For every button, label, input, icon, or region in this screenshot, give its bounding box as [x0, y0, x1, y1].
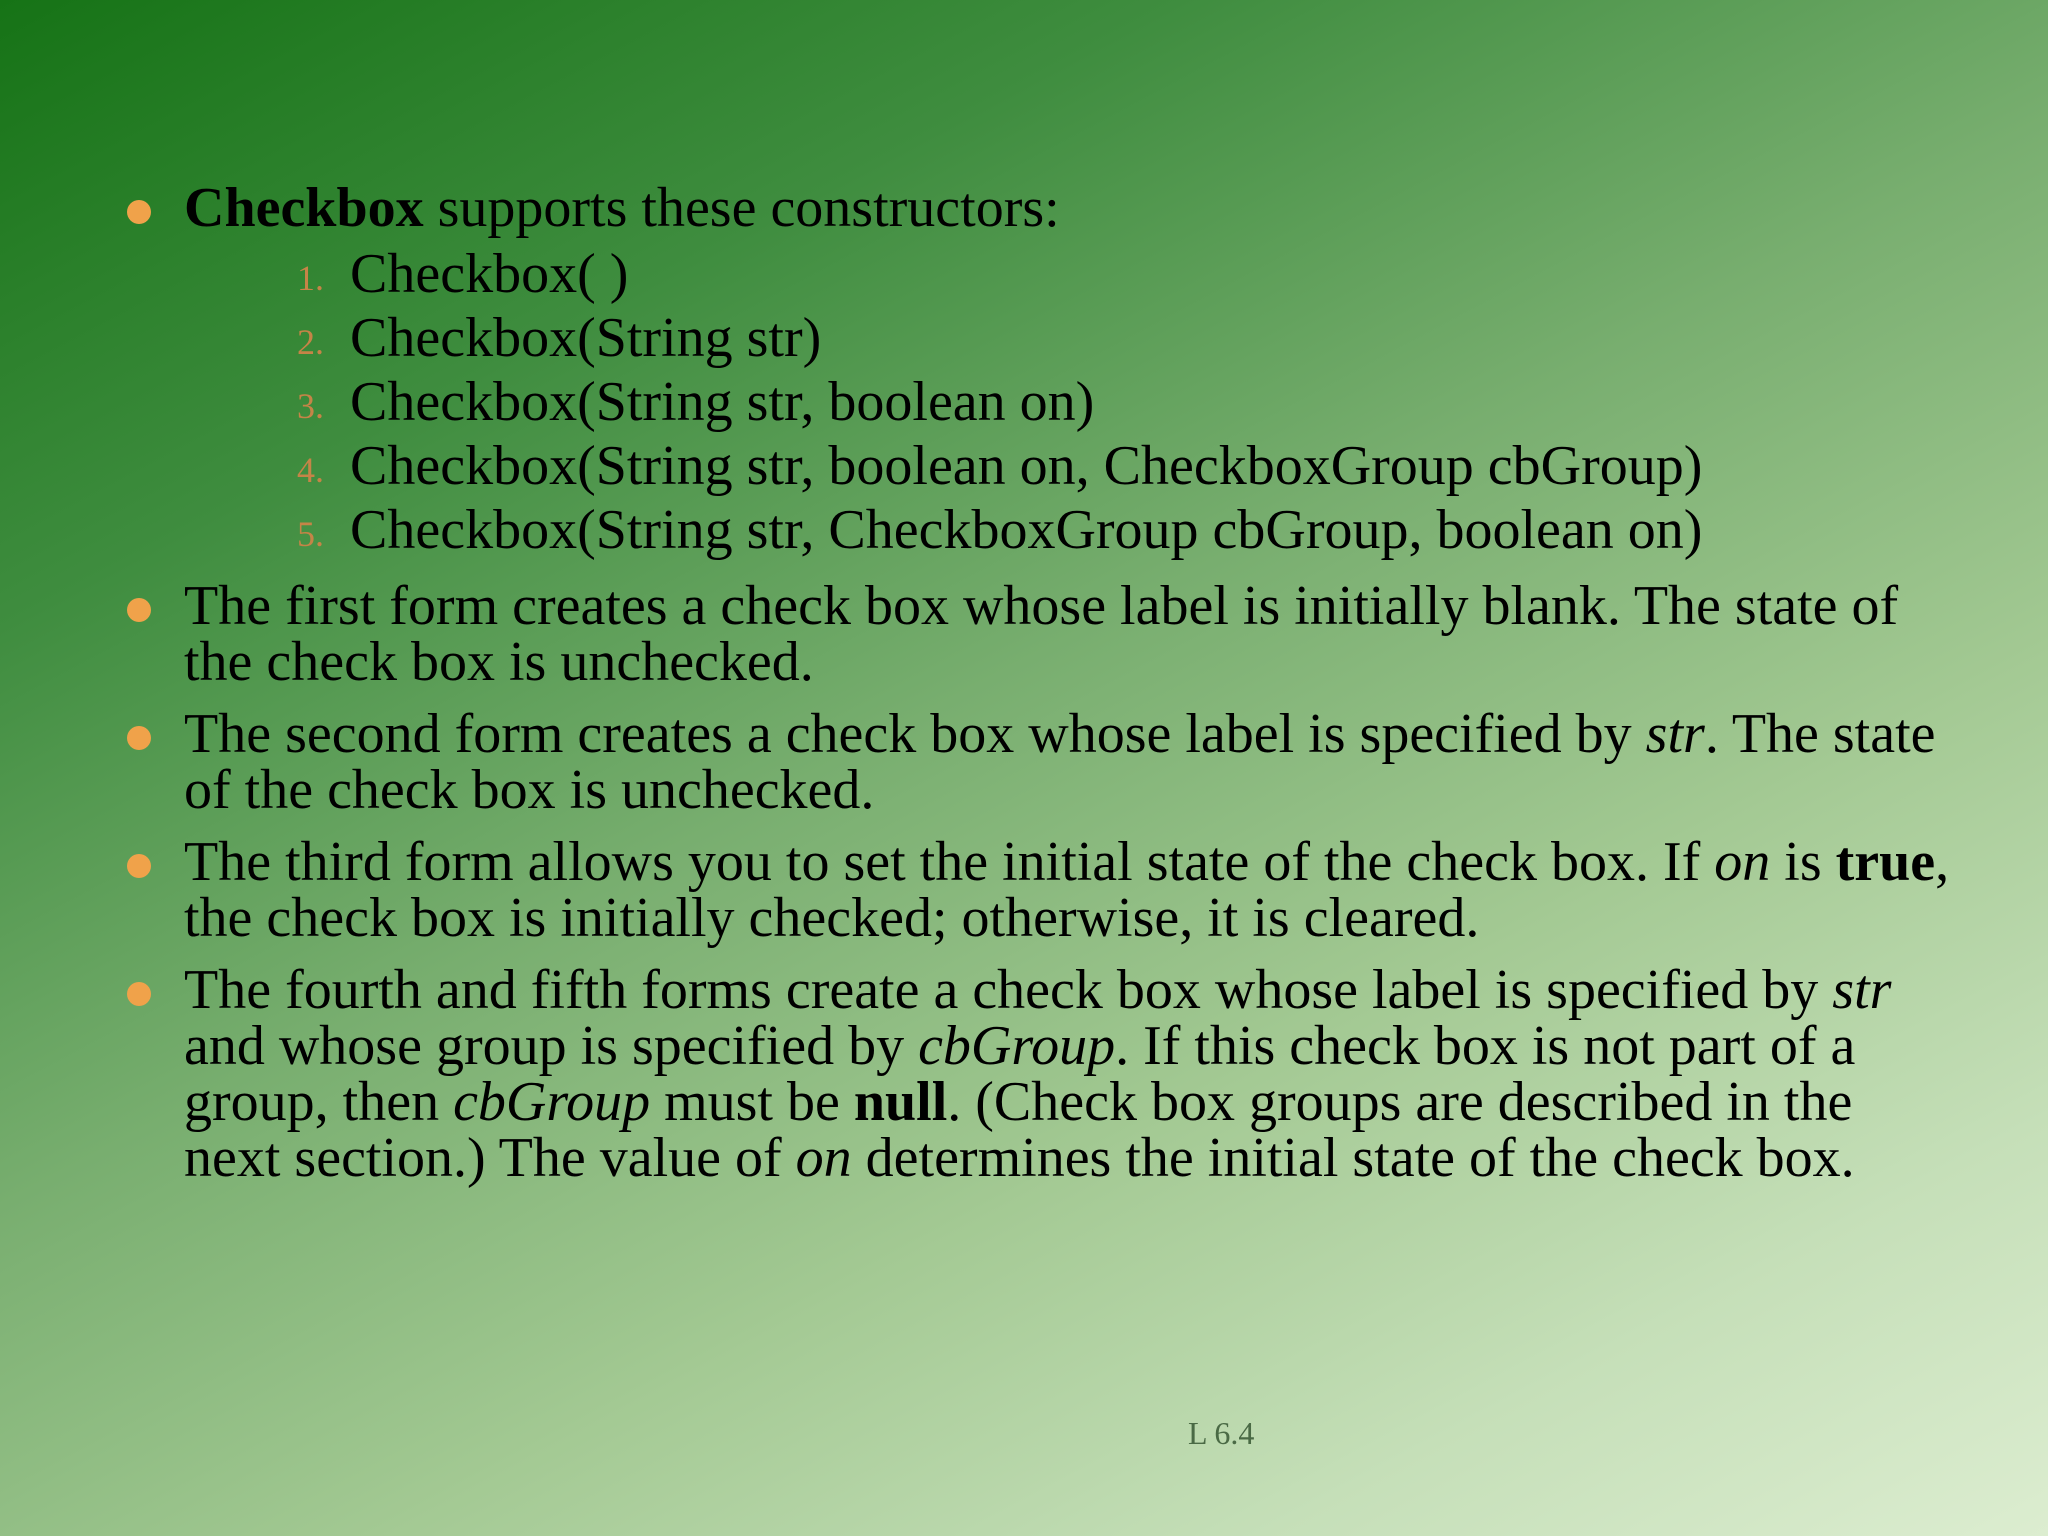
constructor-item — [184, 370, 1955, 434]
class-name: Checkbox — [184, 177, 424, 239]
bullet-dot — [127, 726, 151, 750]
text-run: must be — [650, 1071, 854, 1133]
text-run: and whose group is specified by — [184, 1015, 919, 1077]
list-number: 5. — [297, 514, 324, 554]
bullet-dot — [127, 200, 151, 224]
constructor-signature: Checkbox(String str, boolean on, CheckboxGroup cbGroup) — [350, 435, 1703, 497]
slide-number: L 6.4 — [1188, 1415, 1255, 1451]
text-run: . The state of the check box is unchecked. — [184, 703, 1936, 821]
bullet-text: The first form creates a check box whose label is initially blank. The state of the check box is unchecked. — [184, 575, 1899, 693]
text-run: The third form allows you to set the initial state of the check box. If — [184, 831, 1715, 893]
text-run: The second form creates a check box whose label is specified by — [184, 703, 1646, 765]
list-number: 2. — [297, 322, 324, 362]
text-run: . (Check box groups are described in the next section.) The value of — [184, 1071, 1853, 1189]
constructor-signature: Checkbox(String str, boolean on) — [350, 371, 1095, 433]
bullet-text-rest: supports these constructors: — [423, 177, 1060, 239]
constructor-signature: Checkbox(String str) — [350, 307, 822, 369]
text-run: . If this check box is not part of a group, then — [184, 1015, 1856, 1133]
bullet-third-form — [125, 831, 1955, 949]
text-run: is — [1770, 831, 1836, 893]
bullet-text — [184, 831, 1949, 949]
slide-content — [125, 177, 1955, 1202]
keyword: true — [1835, 831, 1936, 893]
bullet-constructors — [125, 177, 1955, 562]
list-number: 1. — [297, 258, 324, 298]
param-name: str — [1645, 703, 1705, 765]
bullet-second-form — [125, 703, 1955, 821]
list-number: 4. — [297, 450, 324, 490]
constructor-item — [184, 242, 1955, 306]
bullet-fourth-fifth-forms — [125, 959, 1955, 1189]
constructor-signature: Checkbox(String str, CheckboxGroup cbGroup, boolean on) — [350, 499, 1703, 561]
bullet-dot — [127, 854, 151, 878]
param-name: on — [1714, 831, 1771, 893]
constructor-list — [184, 242, 1955, 562]
bullet-text — [184, 703, 1936, 821]
text-run: The fourth and fifth forms create a check box whose label is specified by — [184, 959, 1833, 1021]
bullet-first-form — [125, 575, 1955, 693]
bullet-dot — [127, 598, 151, 622]
constructor-signature: Checkbox( ) — [350, 243, 629, 305]
text-run: , the check box is initially checked; otherwise, it is cleared. — [184, 831, 1950, 949]
text-run: determines the initial state of the check box. — [851, 1127, 1855, 1189]
bullet-dot — [127, 982, 151, 1006]
param-name: cbGroup — [918, 1015, 1116, 1077]
constructor-item — [184, 306, 1955, 370]
param-name: str — [1832, 959, 1892, 1021]
param-name: cbGroup — [453, 1071, 651, 1133]
list-number: 3. — [297, 386, 324, 426]
param-name: on — [795, 1127, 852, 1189]
constructor-item — [184, 434, 1955, 498]
keyword: null — [853, 1071, 948, 1133]
bullet-text — [184, 177, 1955, 239]
bullet-text — [184, 959, 1891, 1189]
constructor-item — [184, 498, 1955, 562]
